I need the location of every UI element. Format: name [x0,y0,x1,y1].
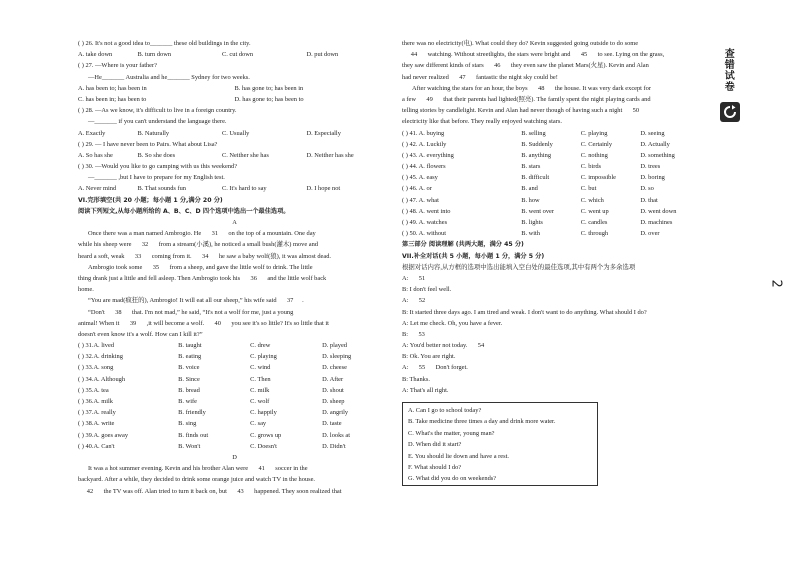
dialogue-text: A: [402,274,410,282]
passage-text: the house. It was very dark except for [553,84,652,92]
passage-text: a few [402,95,418,103]
dialogue-text: A: That's all right. [402,386,449,394]
question-option-a: ( ) 49. A. watches [402,219,448,226]
passage-text: to see. Lying on the grass, [596,51,665,59]
question-option: C. Certainly [580,140,613,148]
question-option-a: ( ) 36.A. milk [78,398,113,405]
blank-36[interactable]: 36 [242,273,266,284]
passage-text: After watching the stars for an hour, the boys [412,84,530,92]
blank-49[interactable]: 49 [418,94,442,105]
question-option: B. Won't [178,442,201,450]
question-option: D. over [640,230,660,238]
question-option: C. which [580,196,604,204]
question-option-a: ( ) 33.A. song [78,364,114,372]
blank-48[interactable]: 48 [529,83,553,94]
option-a: A. Exactly [78,129,106,137]
passage-text: they even saw the planet Mars(火星). Kevin and Alan [509,62,649,70]
question-option: C. went up [580,207,609,215]
dialogue-line [402,295,700,306]
question-option: C. through [580,230,609,238]
question-row [402,217,700,228]
dialogue-text: A: [402,297,410,305]
question-option-a: ( ) 47. A. what [402,196,439,204]
question-option: D. looks at [322,431,350,439]
question-option: D. sheep [322,398,345,405]
passage-text: doesn't even know it's a wolf. How can I kill it?” [78,330,203,338]
question-option-a: ( ) 43. A. everything [402,151,454,159]
passage-text: happened. They soon realized that [252,487,342,495]
blank-37[interactable]: 37 [278,295,302,306]
blank-33[interactable]: 33 [126,251,150,262]
question-row [402,161,700,172]
dialogue-options-box [402,402,598,486]
passage-line [78,307,391,318]
question-30-b: —_______ ,but I have to prepare for my English test. [88,174,225,182]
question-28: ( ) 28. —As we know, it's difficult to live in a foreign country. [78,107,237,115]
passage-text: backyard. After a while, they decided to drink some orange juice and watch TV in the house. [78,476,316,484]
passage-d-continued [402,38,700,128]
dialogue-text: A: [402,364,410,372]
dialogue-line [402,284,700,295]
question-option: D. that [640,196,658,204]
dialogue-text: Don't forget. [434,364,468,372]
passage-text: watching. Without streetlights, the stars were bright and [426,51,573,59]
question-row [78,351,391,362]
question-row [402,206,700,217]
question-option-a: ( ) 39.A. goes away [78,431,129,439]
blank-31[interactable]: 31 [203,228,227,239]
question-row [78,418,391,429]
passage-text: “You are mad(疯狂的), Ambrogio! It will eat all our sheep,” his wife said [88,297,279,305]
section-7-instructions: 根据对话内容,从方框的选项中选出能填入空白处的最佳选项,其中有两个为多余选项 [402,263,636,271]
question-option: B. voice [178,364,200,372]
question-option: B. difficult [521,174,550,182]
passage-line [78,295,391,306]
dialogue-text: B: It started three days ago. I am tired and weak. I don't want to do anything. What should I do? [402,308,647,316]
option-c: C. Usually [221,129,250,137]
passage-line [402,49,700,60]
passage-text: had never realized [402,73,451,81]
options-27-row2 [78,94,391,105]
question-option-a: ( ) 50. A. without [402,230,447,238]
question-option: D. something [640,151,675,159]
passage-text: soccer in the [273,465,308,473]
question-option: B. anything [521,151,552,159]
passage-text: the TV was off. Alan tried to turn it back on, but [102,487,229,495]
blank-50[interactable]: 50 [624,105,648,116]
passage-text: they saw different kinds of stars [402,62,486,70]
passage-line [78,273,391,284]
section-6-title: VI.完形填空(共 20 小题；每小题 1 分,满分 20 分) [78,196,223,204]
passage-text: there was no electricity(电). What could they do? Kevin suggested going outside to do some [402,40,639,47]
question-option: D. machines [640,219,673,226]
passage-text: Once there was a man named Ambrogio. He [88,230,203,238]
question-row [402,228,700,239]
passage-line [402,83,700,94]
question-option: D. shout [322,386,344,394]
dialogue-text: B: [402,330,410,338]
blank-35[interactable]: 35 [144,262,168,273]
dialogue-line [402,318,700,329]
question-option: D. seeing [640,129,665,137]
dialogue-text: A: Let me check. Oh, you have a fever. [402,319,503,327]
question-row [402,195,700,206]
options-28 [78,128,391,139]
blank-39[interactable]: 39 [121,318,145,329]
question-option: C. grows up [250,431,282,439]
passage-line [78,228,391,239]
question-option-a: ( ) 32.A. drinking [78,353,123,361]
question-option: D. Didn't [322,442,346,450]
question-26: ( ) 26. It's not a good idea to_______ these old buildings in the city. [78,40,251,47]
question-option: C. say [250,420,267,428]
dialogue-text: B: Thanks. [402,375,430,383]
question-option-a: ( ) 40.A. Can't [78,442,115,450]
options-29 [78,150,391,161]
box-option: D. When did it start? [408,441,462,449]
question-option-a: ( ) 37.A. really [78,409,116,417]
passage-text: he saw a baby wolf(狼), it was almost dead. [217,252,331,260]
passage-text: from a sheep, and gave the little wolf to drink. The little [167,263,313,271]
questions-31-40 [78,340,391,452]
option-b: B. has gone to; has been in [234,84,304,92]
dialogue-text: B: I don't feel well. [402,286,452,294]
question-option: D. went down [640,207,677,215]
dialogue-line [402,340,700,351]
question-option: B. how [521,196,540,204]
options-27-row1 [78,83,391,94]
passage-line [402,60,700,71]
option-c: C. It's hard to say [221,185,267,193]
question-option: D. angrily [322,409,349,417]
question-option-a: ( ) 41. A. buying [402,129,445,137]
passage-text: animal! When it [78,319,122,327]
blank-32[interactable]: 32 [133,239,157,250]
question-row [402,150,700,161]
question-row [78,430,391,441]
question-option: D. cheese [322,364,347,372]
question-option: B. eating [178,353,202,361]
question-row [78,441,391,452]
blank-53[interactable]: 53 [410,329,434,340]
right-column [402,38,700,396]
question-option: B. wife [178,398,197,405]
question-option: C. wind [250,364,271,372]
question-row [402,128,700,139]
passage-text: ,it will become a wolf. [145,319,206,327]
blank-54[interactable]: 54 [469,340,493,351]
box-option: A. Can I go to school today? [408,407,482,414]
question-option: C. nothing [580,151,608,159]
question-option: C. but [580,185,597,193]
question-option-a: ( ) 31.A. lived [78,342,115,350]
question-row [78,407,391,418]
question-option-a: ( ) 46. A. or [402,185,432,193]
option-d: D. put down [306,51,339,59]
option-a: A. Never mind [78,185,117,193]
option-a: A. So has she [78,151,113,159]
question-option: B. Suddenly [521,140,553,148]
dialogue-line [402,329,700,340]
question-option: B. with [521,230,541,238]
passage-line [402,38,700,49]
passage-line [78,284,391,295]
question-option: D. boring [640,174,665,182]
question-option: B. finds out [178,431,209,439]
question-option: B. taught [178,342,202,350]
question-option-a: ( ) 45. A. easy [402,174,438,182]
blank-42[interactable]: 42 [78,486,102,497]
box-option: E. You should lie down and have a rest. [408,452,509,460]
question-option: B. selling [521,129,546,137]
box-option: F. What should I do? [408,463,462,471]
option-c: C. Neither she has [221,151,269,159]
question-option: C. wolf [250,398,270,405]
passage-text: electricity like that before. They really enjoyed watching stars. [402,118,562,126]
passage-text: Ambrogio took some [88,263,144,271]
question-option: C. birds [580,163,602,171]
passage-text: you see it's so little? It's so little that it [229,319,329,327]
passage-text: home. [78,286,94,294]
question-option: C. happily [250,409,277,417]
passage-text: while his sheep were [78,241,134,249]
question-27-b: —He_______ Australia and he_______ Sydney for two weeks. [88,73,250,81]
passage-d [78,463,391,497]
question-29: ( ) 29. — I have never been to Pairs. What about Lisa? [78,140,218,148]
section-6-instructions: 阅读下列短文,从每小题所给的 A、B、C、D 四个选项中选出一个最佳选项。 [78,207,290,215]
question-option: C. candles [580,219,608,226]
question-option: C. milk [250,386,270,394]
question-option-a: ( ) 35.A. tea [78,386,109,394]
dialogue-line [402,362,700,373]
dialogue-line [402,374,700,385]
page-number: 2 [768,279,784,288]
question-option: C. Doesn't [250,442,277,450]
dialogue-line [402,351,700,362]
passage-line [78,262,391,273]
blank-52[interactable]: 52 [410,295,434,306]
question-28-b: —_______ if you can't understand the language there. [88,118,227,126]
options-30 [78,183,391,194]
question-option: D. trees [640,163,661,171]
left-column [78,38,391,497]
blank-51[interactable]: 51 [410,273,434,284]
question-row [78,396,391,407]
question-option: D. After [322,375,344,383]
passage-line [402,105,700,116]
dialogue-text: A: You'd better not today. [402,342,469,350]
question-row [402,172,700,183]
blank-43[interactable]: 43 [229,486,253,497]
blank-38[interactable]: 38 [106,307,130,318]
option-d: D. Especially [306,129,341,137]
passage-text: from a stream(小溪), he noticed a small bush(灌木) move and [157,241,318,249]
question-option: C. Then [250,375,271,383]
dialogue [402,273,700,396]
refresh-icon [720,102,740,122]
passage-text: and the little wolf back [265,274,327,282]
dialogue-line [402,385,700,396]
box-option: C. What's the matter, young man? [408,429,495,437]
option-b: B. So she does [137,151,176,159]
question-option: B. friendly [178,409,206,417]
question-option: D. Actually [640,140,670,148]
question-option: B. and [521,185,538,193]
passage-line [78,239,391,250]
blank-44[interactable]: 44 [402,49,426,60]
question-option-a: ( ) 42. A. Luckily [402,140,447,148]
question-30: ( ) 30. —Would you like to go camping with us this weekend? [78,163,238,171]
side-title: 查错试卷 [722,48,734,92]
question-option: D. played [322,342,347,350]
box-option: G. What did you do on weekends? [408,475,497,483]
question-row [78,362,391,373]
questions-41-50 [402,128,700,240]
blank-45[interactable]: 45 [572,49,596,60]
question-option: D. sleeping [322,353,352,361]
option-b: B. Naturally [137,129,170,137]
passage-text: It was a hot summer evening. Kevin and his brother Alan were [88,465,250,473]
option-c: C. has been in; has been to [78,95,147,103]
option-d: D. has gone to; has been to [234,95,304,103]
blank-47[interactable]: 47 [450,72,474,83]
question-option: B. sing [178,420,197,428]
question-row [402,183,700,194]
question-option: B. lights [521,219,543,226]
passage-line [78,329,391,340]
option-a: A. take down [78,51,113,59]
question-option-a: ( ) 44. A. flowers [402,163,446,171]
question-option: D. taste [322,420,342,428]
dialogue-line [402,307,700,318]
dialogue-text: B: Ok. You are right. [402,353,456,361]
options-26 [78,49,391,60]
question-row [78,385,391,396]
passage-line [402,116,700,127]
passage-a [78,228,391,340]
question-option: B. stars [521,163,541,171]
option-c: C. cut down [221,51,254,59]
passage-text: on the top of a mountain. One day [226,230,316,238]
passage-text: . [302,297,304,305]
question-option-a: ( ) 34.A. Although [78,375,126,383]
blank-55[interactable]: 55 [410,362,434,373]
option-d: D. Neither has she [306,151,354,159]
passage-text: heard a soft, weak [78,252,127,260]
dialogue-line [402,273,700,284]
blank-34[interactable]: 34 [193,251,217,262]
passage-line [78,474,391,485]
passage-text: fantastic the night sky could be! [474,73,558,81]
question-row [402,139,700,150]
passage-text: “Don't [88,308,107,316]
question-option: C. impossible [580,174,616,182]
passage-a-label: A [232,219,237,226]
passage-text: that their parents had lighted(照亮). The family spent the night playing cards and [441,95,651,103]
question-option-a: ( ) 48. A. went into [402,207,451,215]
passage-text: coming from it. [150,252,194,260]
passage-line [78,318,391,329]
question-option: C. playing [250,353,277,361]
question-option-a: ( ) 38.A. write [78,420,115,428]
question-row [78,374,391,385]
box-option: B. Take medicine three times a day and drink more water. [408,418,556,426]
passage-line [78,463,391,474]
section-7-title: VII.补全对话(共 5 小题，每小题 1 分，满分 5 分) [402,252,545,260]
question-option: B. went over [521,207,555,215]
option-a: A. has been to; has been in [78,84,147,92]
question-option: B. Since [178,375,200,383]
blank-41[interactable]: 41 [250,463,274,474]
blank-40[interactable]: 40 [206,318,230,329]
option-b: B. turn down [137,51,172,59]
blank-46[interactable]: 46 [485,60,509,71]
passage-text: telling stories by candlelight. Kevin and Alan had never though of having such a night [402,107,624,115]
passage-line [402,94,700,105]
question-option: D. so [640,185,654,193]
question-option: C. playing [580,129,608,137]
question-27: ( ) 27. —Where is your father? [78,62,157,70]
passage-line [402,72,700,83]
option-b: B. That sounds fun [137,185,186,193]
passage-text: thing drank just a little and fell asleep. Then Ambrogio took his [78,274,242,282]
passage-d-label: D [232,453,237,461]
passage-text: that. I'm not mad,” he said, “It's not a wolf for me, just a young [130,308,294,316]
part-3-title: 第三部分 阅读理解 (共两大题，满分 45 分) [402,241,524,249]
passage-line [78,486,391,497]
question-option: B. bread [178,386,200,394]
option-d: D. I hope not [306,185,341,193]
question-option: C. drew [250,342,271,350]
passage-line [78,251,391,262]
question-row [78,340,391,351]
